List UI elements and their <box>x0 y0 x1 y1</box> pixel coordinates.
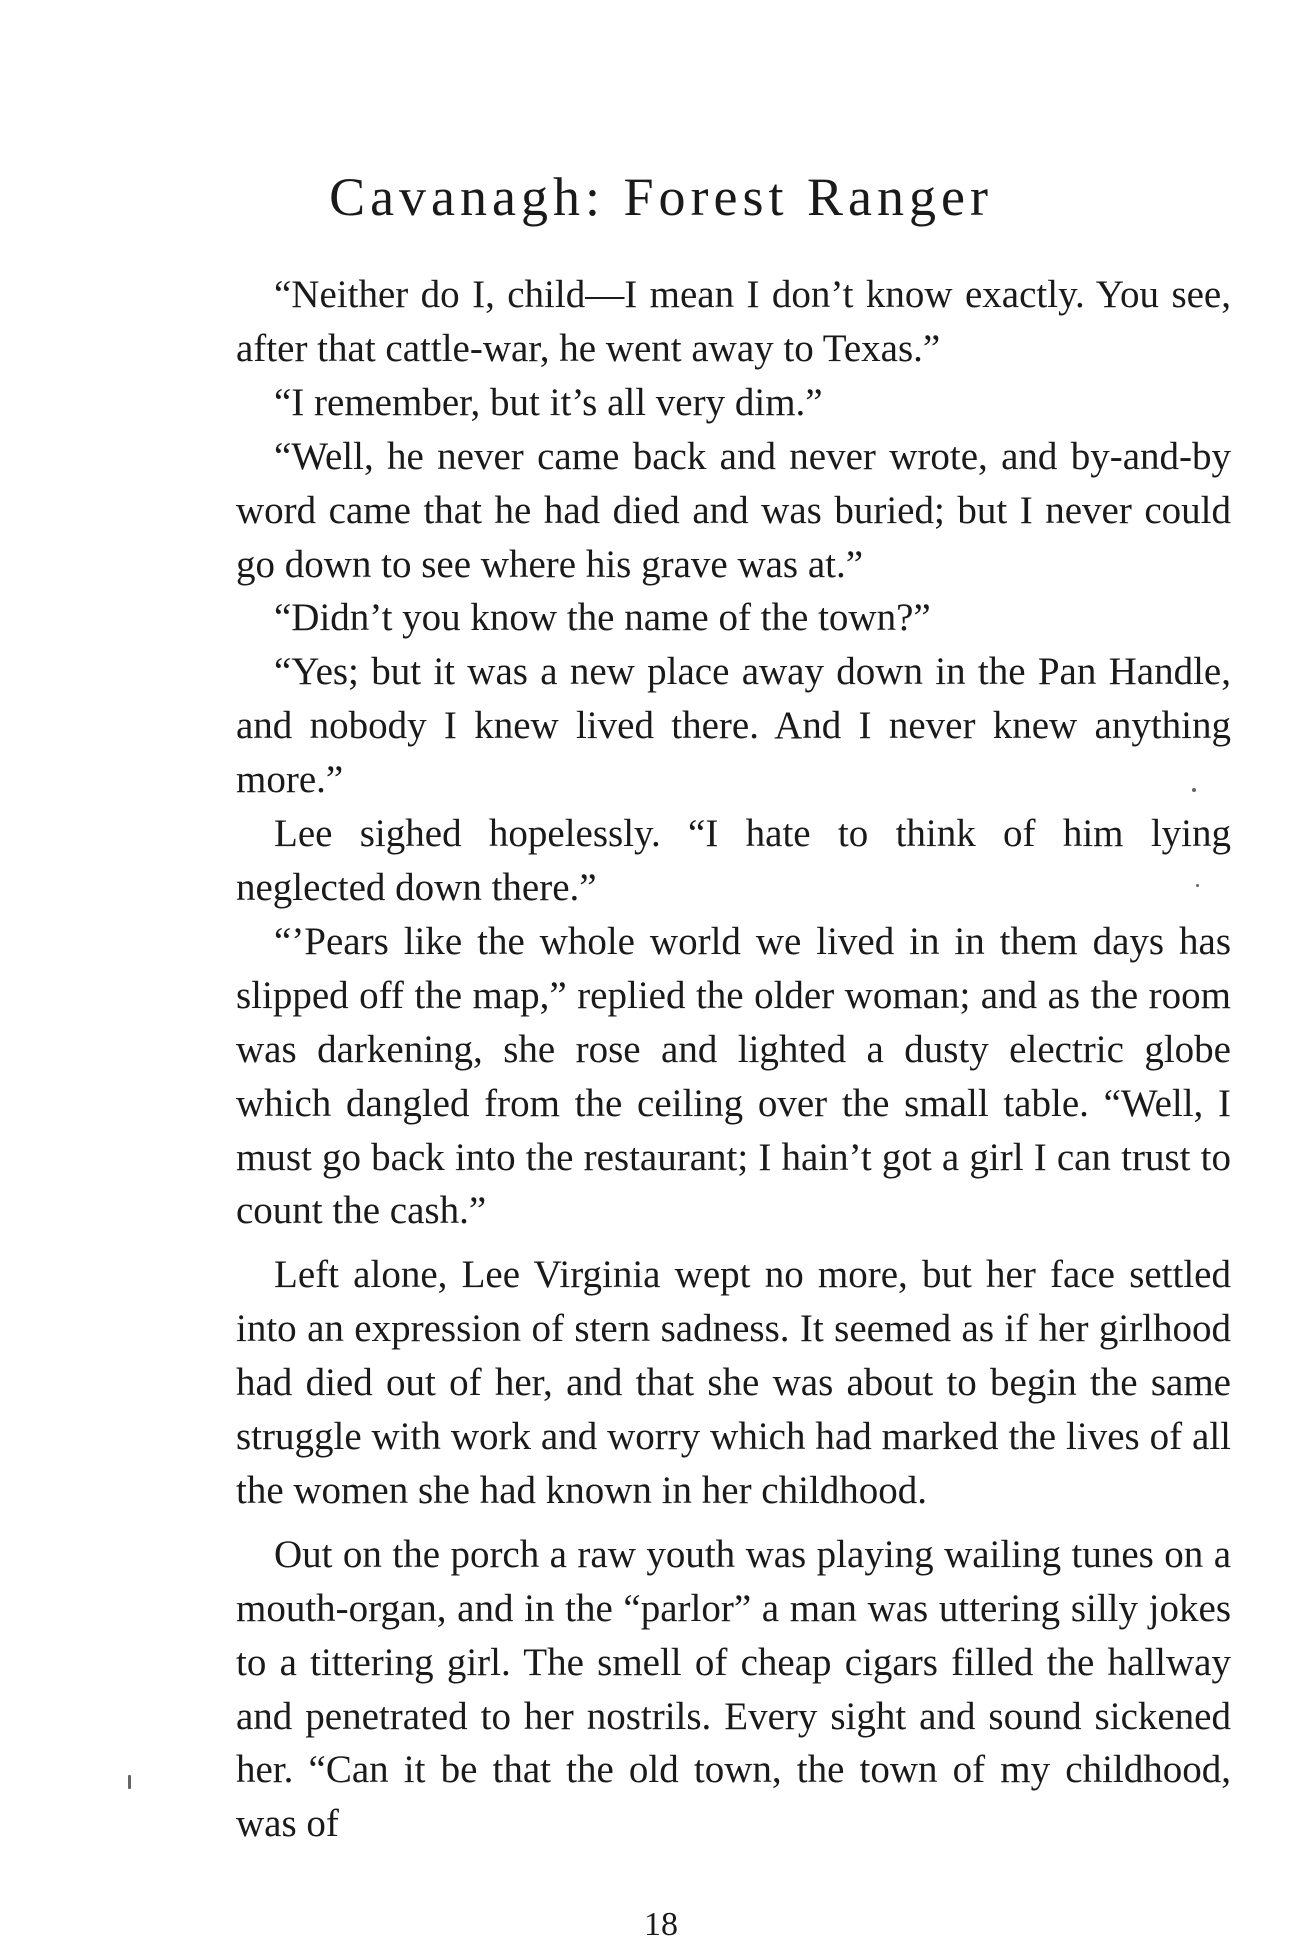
paragraph: “Neither do I, child—I mean I don’t know exactly. You see, after that cattle-war, he went away to Texas.” <box>236 273 1231 370</box>
scan-speck <box>128 1775 131 1789</box>
paragraph: “’Pears like the whole world we lived in in them days has slipped off the map,” replied the older woman; and as the room was darkening, she rose and lighted a dusty electric globe which dangled from the ceiling over the small table. “Well, I must go back into the restaurant; I hain’t got a girl I can trust to count the cash.” <box>236 919 1231 1233</box>
paragraph: “Didn’t you know the name of the town?” <box>274 596 931 640</box>
scan-speck <box>1196 884 1199 887</box>
paragraph: “I remember, but it’s all very dim.” <box>274 380 823 424</box>
running-head: Cavanagh: Forest Ranger <box>329 167 993 227</box>
page-number: 18 <box>644 1906 678 1943</box>
body-text <box>236 268 1231 1851</box>
paragraph: Left alone, Lee Virginia wept no more, but her face settled into an expression of stern sadness. It seemed as if her girlhood had died out of her, and that she was about to begin the same struggle with work and worry which had marked the lives of all the women she had known in her childhood. <box>236 1253 1231 1512</box>
scan-speck <box>1192 788 1196 792</box>
paragraph: Out on the porch a raw youth was playing wailing tunes on a mouth-organ, and in the “parlor” a man was uttering silly jokes to a tittering girl. The smell of cheap cigars filled the hallway and penetrated to her nostrils. Every sight and sound sickened her. “Can it be that the old town, the town of my childhood, was of <box>236 1532 1231 1846</box>
paragraph: Lee sighed hopelessly. “I hate to think of him lying neglected down there.” <box>236 812 1231 909</box>
paragraph: “Well, he never came back and never wrote, and by-and-by word came that he had died and was buried; but I never could go down to see where his grave was at.” <box>236 434 1231 586</box>
paragraph: “Yes; but it was a new place away down in the Pan Handle, and nobody I knew lived there. And I never knew anything more.” <box>236 650 1231 802</box>
